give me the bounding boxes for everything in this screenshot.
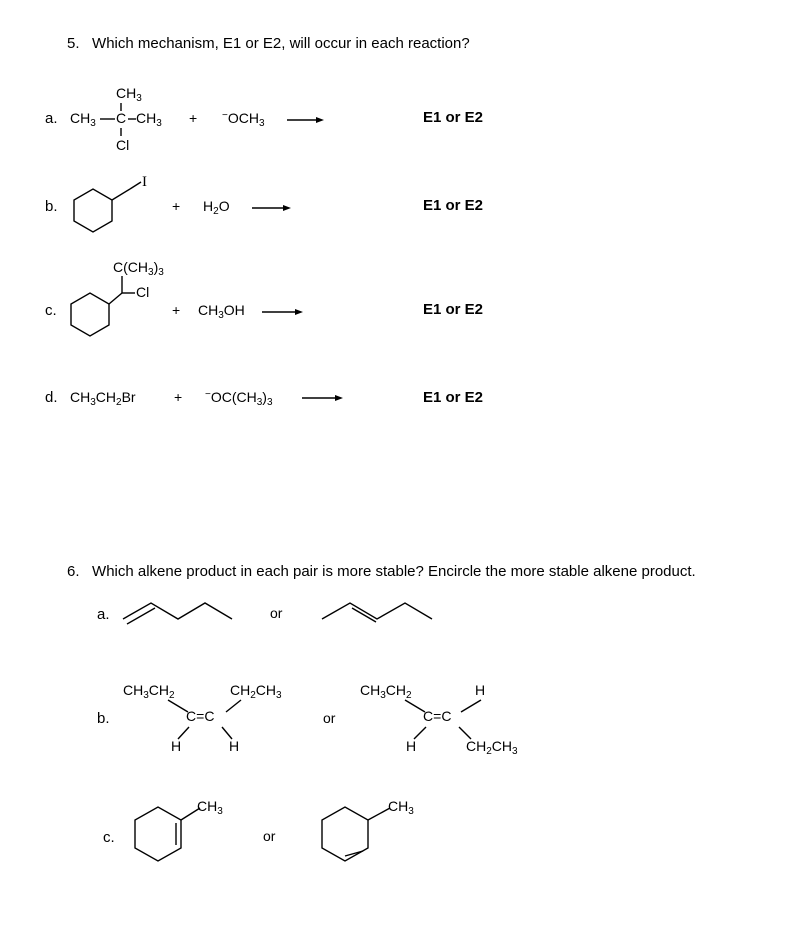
plus-sign: + [172,302,181,318]
lower-right-group: $CH_2CH_3$ [466,738,518,757]
reaction-arrow-b [252,205,291,211]
reaction-arrow-c [262,309,303,315]
q5-number: 5. [67,35,80,52]
upper-left-group: $CH_3CH_2$ [123,682,175,701]
upper-left-group: $CH_3CH_2$ [360,682,412,701]
iodine-label: I [142,174,147,190]
leaving-group: Cl [136,284,150,300]
tert-butyl-chloride-bonds [100,103,136,136]
cis-alkene-bonds [168,700,241,739]
tert-butyl-substituent: $C(CH_3)_3$ [113,259,164,278]
pair-label: b. [97,710,110,727]
reagent: $^-OC(CH_3)_3$ [205,389,273,408]
pair-label: c. [103,829,115,846]
pair-label: a. [97,606,110,623]
trans-alkene-bonds [405,700,481,739]
substrate-right-group: $CH_3$ [136,110,162,129]
or-separator: or [270,605,283,621]
double-bond-carbons: C=C [423,708,452,724]
reaction-arrow-d [302,395,343,401]
reagent: $CH_3OH$ [198,302,245,321]
answer-choice[interactable]: E1 or E2 [423,109,484,126]
reaction-label: d. [45,389,58,406]
methyl-label-right: $CH_3$ [388,798,414,817]
q6-number: 6. [67,563,80,580]
substrate-top-group: $CH_3$ [116,85,142,104]
or-separator: or [263,828,276,844]
cyclohexane-ring-c [71,276,135,336]
reaction-label: b. [45,198,58,215]
reaction-label: c. [45,302,57,319]
2-pentene-structure[interactable] [322,603,432,622]
answer-choice[interactable]: E1 or E2 [423,197,484,214]
1-pentene-structure[interactable] [123,603,232,624]
1-methylcyclohexene-structure[interactable] [135,807,200,861]
reaction-label: a. [45,110,58,127]
methyl-label-left: $CH_3$ [197,798,223,817]
lower-left-hydrogen: H [171,738,182,754]
lower-left-hydrogen: H [406,738,417,754]
double-bond-carbons: C=C [186,708,215,724]
substrate-center-carbon: C [116,110,127,126]
plus-sign: + [172,198,181,214]
substrate-left-group: $CH_3$ [70,110,96,129]
lower-right-hydrogen: H [229,738,240,754]
substrate-bottom-group: Cl [116,137,130,153]
reaction-arrow-a [287,117,324,123]
cyclohexane-ring-b [74,182,141,232]
substrate: $CH_3CH_2Br$ [70,389,136,408]
reagent: $^-OCH_3$ [222,110,265,129]
upper-right-hydrogen: H [475,682,486,698]
q6-question-text: Which alkene product in each pair is more stable? Encircle the more stable alkene product. [92,563,696,580]
reagent: $H_2O$ [203,198,230,217]
q5-question-text: Which mechanism, E1 or E2, will occur in each reaction? [92,35,470,52]
or-separator: or [323,710,336,726]
plus-sign: + [174,389,183,405]
upper-right-group: $CH_2CH_3$ [230,682,282,701]
plus-sign: + [189,110,198,126]
answer-choice[interactable]: E1 or E2 [423,301,484,318]
3-methylcyclohexene-structure[interactable] [322,807,390,861]
answer-choice[interactable]: E1 or E2 [423,389,484,406]
